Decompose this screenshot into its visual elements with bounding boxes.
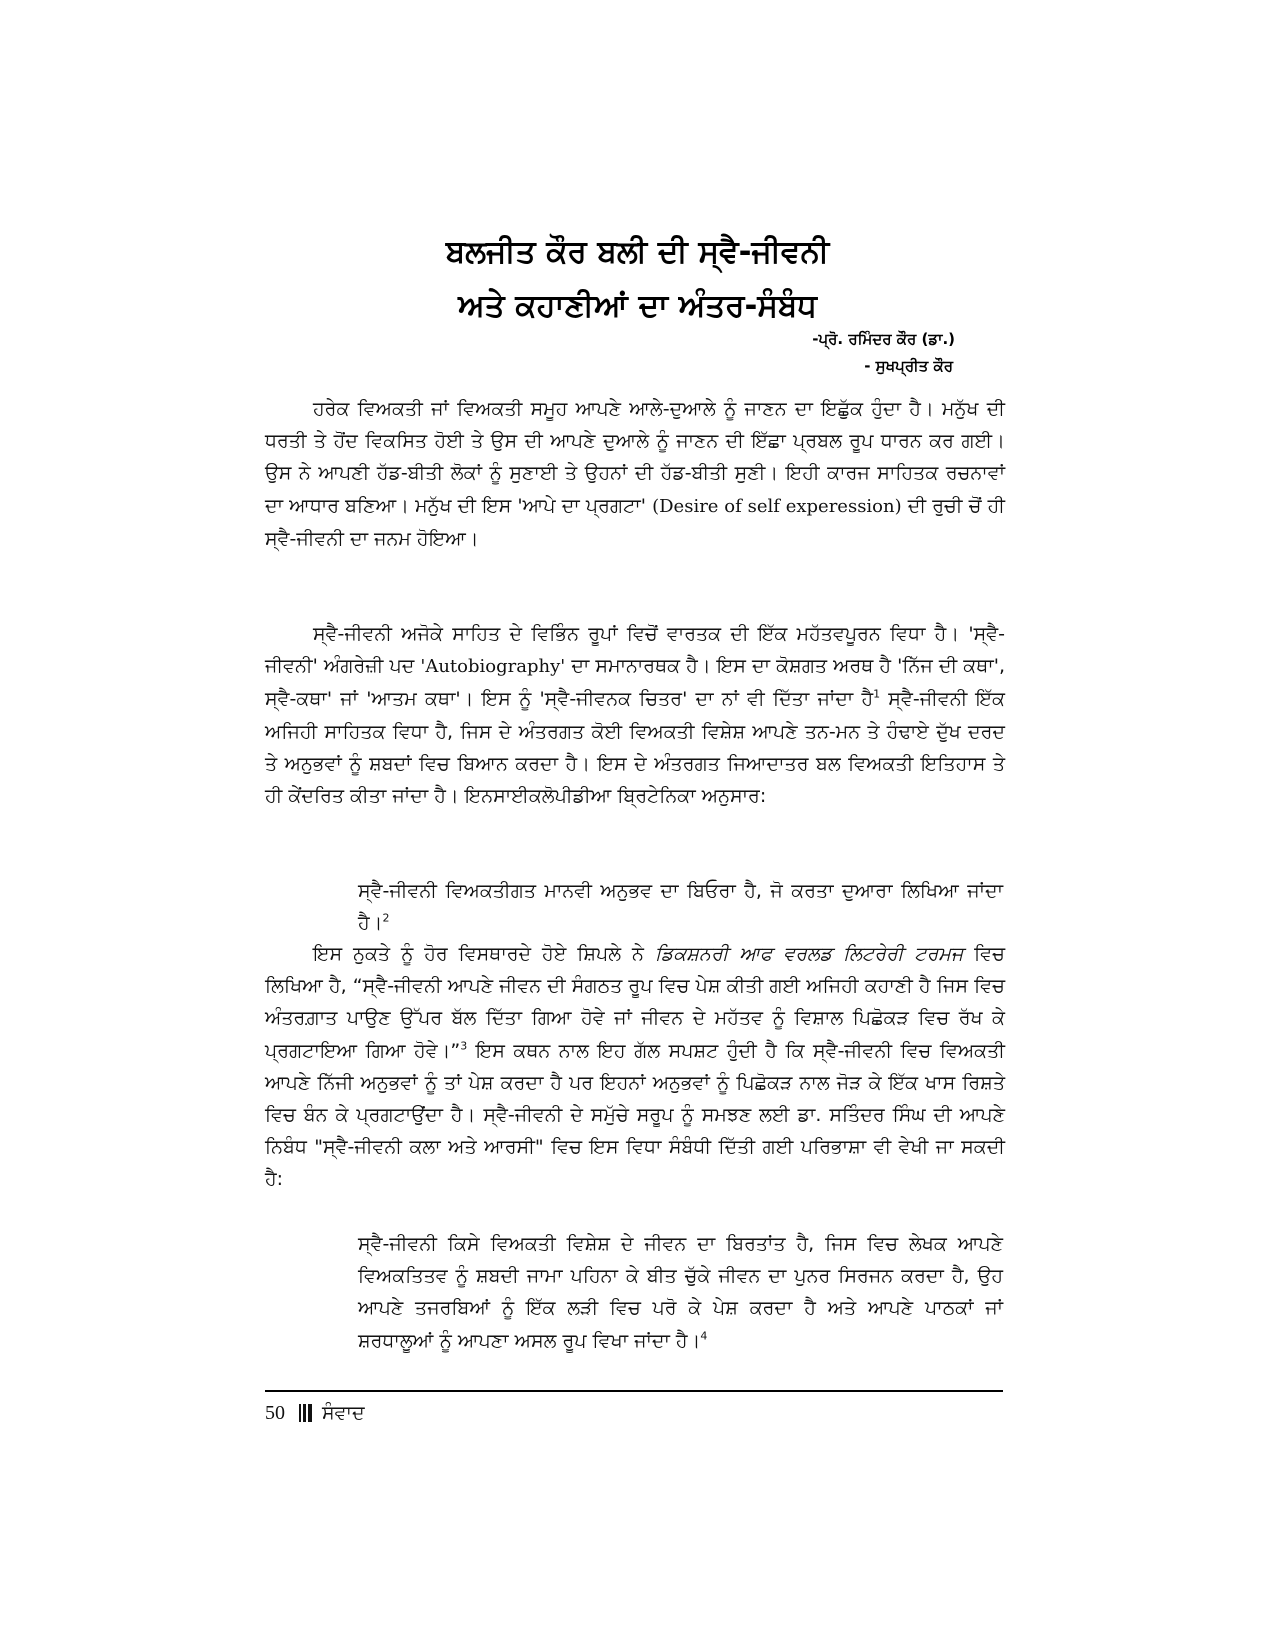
paragraph-2-latin: 'Autobiography' xyxy=(420,656,566,678)
footnote-marker-1: 1 xyxy=(873,688,881,702)
footnote-marker-2: 2 xyxy=(382,911,390,925)
journal-name: ਸੰਵਾਦ xyxy=(322,1402,365,1424)
quote-2-text: ਸ੍ਵੈ-ਜੀਵਨੀ ਕਿਸੇ ਵਿਅਕਤੀ ਵਿਸ਼ੇਸ਼ ਦੇ ਜੀਵਨ ਦਾ ਬਿਰਤਾਂਤ ਹੈ, ਜਿਸ ਵਿਚ ਲੇਖਕ ਆਪਣੇ ਵਿਅਕਤਿਤਵ ਨੂੰ ਸ਼ਬਦੀ ਜਾਮਾ ਪਹਿਨਾ ਕੇ ਬੀਤ ਚੁੱਕੇ ਜੀਵਨ ਦਾ ਪੁਨਰ ਸਿਰਜਨ ਕਰਦਾ ਹੈ, ਉਹ ਆਪਣੇ ਤਜਰਬਿਆਂ ਨੂੰ ਇੱਕ ਲੜੀ ਵਿਚ ਪਰੋ ਕੇ ਪੇਸ਼ ਕਰਦਾ ਹੈ ਅਤੇ ਆਪਣੇ ਪਾਠਕਾਂ ਜਾਂ ਸ਼ਰਧਾਲੂਆਂ ਨੂੰ ਆਪਣਾ ਅਸਲ ਰੂਪ ਵਿਖਾ ਜਾਂਦਾ ਹੈ। xyxy=(358,1233,1003,1352)
paragraph-3-text-a: ਇਸ ਨੁਕਤੇ ਨੂੰ ਹੋਰ ਵਿਸਥਾਰਦੇ ਹੋਏ ਸ਼ਿਪਲੇ ਨੇ xyxy=(313,943,644,965)
quote-1-text: ਸ੍ਵੈ-ਜੀਵਨੀ ਵਿਅਕਤੀਗਤ ਮਾਨਵੀ ਅਨੁਭਵ ਦਾ ਬਿਓਰਾ ਹੈ, ਜੋ ਕਰਤਾ ਦੁਆਰਾ ਲਿਖਿਆ ਜਾਂਦਾ ਹੈ। xyxy=(358,880,1003,935)
paragraph-1-text-a: ਹਰੇਕ ਵਿਅਕਤੀ ਜਾਂ ਵਿਅਕਤੀ ਸਮੂਹ ਆਪਣੇ ਆਲੇ-ਦੁਆਲੇ ਨੂੰ ਜਾਣਨ ਦਾ ਇਛੁੱਕ ਹੁੰਦਾ ਹੈ। ਮਨੁੱਖ ਦੀ ਧਰਤੀ ਤੇ ਹੋਂਦ ਵਿਕਸਿਤ ਹੋਈ ਤੇ ਉਸ ਦੀ ਆਪਣੇ ਦੁਆਲੇ ਨੂੰ ਜਾਣਨ ਦੀ ਇੱਛਾ ਪ੍ਰਬਲ ਰੂਪ ਧਾਰਨ ਕਰ ਗਈ। ਉਸ ਨੇ ਆਪਣੀ ਹੱਡ-ਬੀਤੀ ਲੋਕਾਂ ਨੂੰ ਸੁਣਾਈ ਤੇ ਉਹਨਾਂ ਦੀ ਹੱਡ-ਬੀਤੀ ਸੁਣੀ। ਇਹੀ ਕਾਰਜ ਸਾਹਿਤਕ ਰਚਨਾਵਾਂ ਦਾ ਆਧਾਰ ਬਣਿਆ। ਮਨੁੱਖ ਦੀ ਇਸ 'ਆਪੇ ਦਾ ਪ੍ਰਗਟਾ' xyxy=(265,398,1005,517)
paragraph-3 xyxy=(265,938,1005,1196)
block-quote-1 xyxy=(358,875,1003,939)
paragraph-2 xyxy=(265,618,1005,812)
paragraph-2-text-b: ਦਾ ਸਮਾਨਾਰਥਕ ਹੈ। ਇਸ ਦਾ ਕੋਸ਼ਗਤ ਅਰਥ ਹੈ 'ਨਿੱਜ ਦੀ ਕਥਾ', ਸ੍ਵੈ-ਕਥਾ' ਜਾਂ 'ਆਤਮ ਕਥਾ'। ਇਸ ਨੂੰ 'ਸ੍ਵੈ-ਜੀਵਨਕ ਚਿਤਰ' ਦਾ ਨਾਂ ਵੀ ਦਿੱਤਾ ਜਾਂਦਾ ਹੈ xyxy=(265,655,1005,711)
paragraph-2-text-a: ਸ੍ਵੈ-ਜੀਵਨੀ ਅਜੋਕੇ ਸਾਹਿਤ ਦੇ ਵਿਭਿੰਨ ਰੂਪਾਂ ਵਿਚੋਂ ਵਾਰਤਕ ਦੀ ਇੱਕ ਮਹੱਤਵਪੂਰਨ ਵਿਧਾ ਹੈ। 'ਸ੍ਵੈ-ਜੀਵਨੀ' ਅੰਗਰੇਜ਼ੀ ਪਦ xyxy=(265,623,1005,678)
article-title xyxy=(260,225,1015,333)
title-line-2: ਅਤੇ ਕਹਾਣੀਆਂ ਦਾ ਅੰਤਰ-ਸੰਬੰਧ xyxy=(458,288,817,324)
vertical-bars-icon xyxy=(299,1404,312,1422)
book-title-italic: ਡਿਕਸ਼ਨਰੀ ਆਫ ਵਰਲਡ ਲਿਟਰੇਰੀ ਟਰਮਜ xyxy=(654,943,964,965)
footnote-marker-3: 3 xyxy=(460,1039,468,1053)
paragraph-3-text-b: ਵਿਚ ਲਿਖਿਆ ਹੈ, “ਸ੍ਵੈ-ਜੀਵਨੀ ਆਪਣੇ ਜੀਵਨ ਦੀ ਸੰਗਠਤ ਰੂਪ ਵਿਚ ਪੇਸ਼ ਕੀਤੀ ਗਈ ਅਜਿਹੀ ਕਹਾਣੀ ਹੈ ਜਿਸ ਵਿਚ ਅੰਤਰਗ਼ਾਤ ਪਾਉਣ ਉੱਪਰ ਬੱਲ ਦਿੱਤਾ ਗਿਆ ਹੋਵੇ ਜਾਂ ਜੀਵਨ ਦੇ ਮਹੱਤਵ ਨੂੰ ਵਿਸ਼ਾਲ ਪਿਛੋਕੜ ਵਿਚ ਰੱਖ ਕੇ ਪ੍ਰਗਟਾਇਆ ਗਿਆ ਹੋਵੇ।” xyxy=(265,943,1005,1062)
paragraph-1-latin: (Desire of self experession) xyxy=(652,495,902,517)
author-2: - ਸੁਖਪ੍ਰੀਤ ਕੌਰ xyxy=(864,357,953,375)
footer-divider xyxy=(265,1390,1003,1392)
author-1: -ਪ੍ਰੋ. ਰਮਿੰਦਰ ਕੌਰ (ਡਾ.) xyxy=(812,330,955,348)
title-line-1: ਬਲਜੀਤ ਕੌਰ ਬਲੀ ਦੀ ਸ੍ਵੈ-ਜੀਵਨੀ xyxy=(445,234,830,270)
page-number: 50 xyxy=(265,1401,285,1424)
paragraph-1 xyxy=(265,393,1005,555)
page-footer xyxy=(265,1398,365,1428)
paragraph-2-text-c: ਸ੍ਵੈ-ਜੀਵਨੀ ਇੱਕ ਅਜਿਹੀ ਸਾਹਿਤਕ ਵਿਧਾ ਹੈ, ਜਿਸ ਦੇ ਅੰਤਰਗਤ ਕੋਈ ਵਿਅਕਤੀ ਵਿਸ਼ੇਸ਼ ਆਪਣੇ ਤਨ-ਮਨ ਤੇ ਹੰਢਾਏ ਦੁੱਖ ਦਰਦ ਤੇ ਅਨੁਭਵਾਂ ਨੂੰ ਸ਼ਬਦਾਂ ਵਿਚ ਬਿਆਨ ਕਰਦਾ ਹੈ। ਇਸ ਦੇ ਅੰਤਰਗਤ ਜਿਆਦਾਤਰ ਬਲ ਵਿਅਕਤੀ ਇਤਿਹਾਸ ਤੇ ਹੀ ਕੇਂਦਰਿਤ ਕੀਤਾ ਜਾਂਦਾ ਹੈ। ਇਨਸਾਈਕਲੋਪੀਡੀਆ ਬ੍ਰਿਟੇਨਿਕਾ ਅਨੁਸਾਰ: xyxy=(265,688,1005,808)
paragraph-3-text-c: ਇਸ ਕਥਨ ਨਾਲ ਇਹ ਗੱਲ ਸਪਸ਼ਟ ਹੁੰਦੀ ਹੈ ਕਿ ਸ੍ਵੈ-ਜੀਵਨੀ ਵਿਚ ਵਿਅਕਤੀ ਆਪਣੇ ਨਿੱਜੀ ਅਨੁਭਵਾਂ ਨੂੰ ਤਾਂ ਪੇਸ਼ ਕਰਦਾ ਹੈ ਪਰ ਇਹਨਾਂ ਅਨੁਭਵਾਂ ਨੂੰ ਪਿਛੋਕੜ ਨਾਲ ਜੋੜ ਕੇ ਇੱਕ ਖਾਸ ਰਿਸ਼ਤੇ ਵਿਚ ਬੰਨ ਕੇ ਪ੍ਰਗਟਾਉਂਦਾ ਹੈ। ਸ੍ਵੈ-ਜੀਵਨੀ ਦੇ ਸਮੁੱਚੇ ਸਰੂਪ ਨੂੰ ਸਮਝਣ ਲਈ ਡਾ. ਸਤਿੰਦਰ ਸਿੰਘ ਦੀ ਆਪਣੇ ਨਿਬੰਧ "ਸ੍ਵੈ-ਜੀਵਨੀ ਕਲਾ ਅਤੇ ਆਰਸੀ" ਵਿਚ ਇਸ ਵਿਧਾ ਸੰਬੰਧੀ ਦਿੱਤੀ ਗਈ ਪਰਿਭਾਸ਼ਾ ਵੀ ਵੇਖੀ ਜਾ ਸਕਦੀ ਹੈ: xyxy=(265,1039,1006,1191)
block-quote-2 xyxy=(358,1228,1003,1357)
footnote-marker-4: 4 xyxy=(700,1329,708,1343)
paragraph-1-text-b: ਦੀ ਰੁਚੀ ਚੋਂ ਹੀ ਸ੍ਵੈ-ਜੀਵਨੀ ਦਾ ਜਨਮ ਹੋਇਆ। xyxy=(265,494,1005,550)
